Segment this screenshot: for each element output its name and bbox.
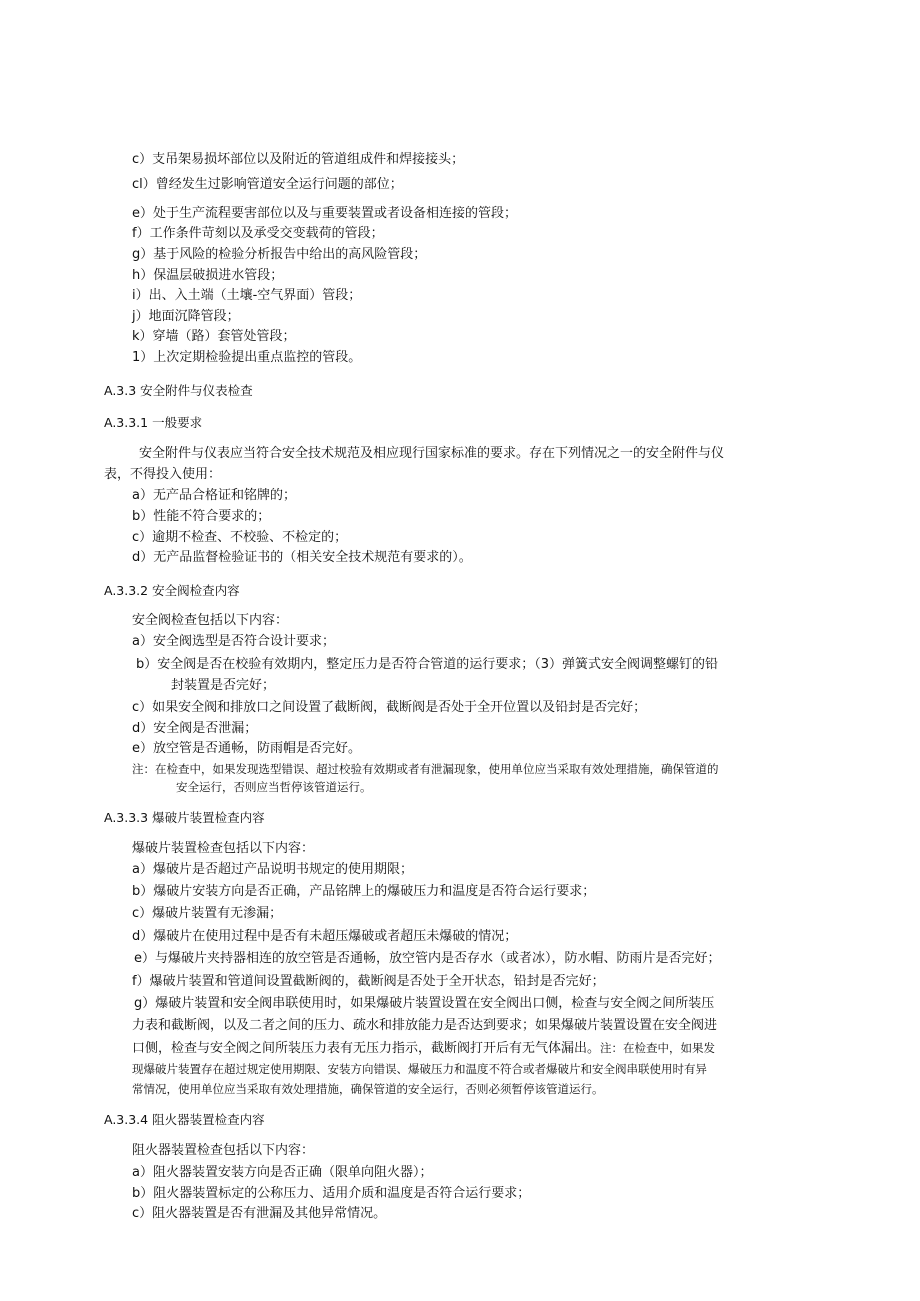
note-text: 注：在检查中，如果发 [600,1041,716,1055]
section-heading: A.3.3 安全附件与仪表检查 [104,383,253,398]
list-item: g）爆破片装置和安全阀串联使用时，如果爆破片装置设置在安全阀出口侧，检查与安全阀之间所装压 [134,996,715,1011]
list-item: a）无产品合格证和铭牌的； [132,488,296,503]
paragraph-line: 表，不得投入使用： [104,467,222,482]
list-item: g）基于风险的检验分析报告中给出的高风险管段； [132,247,427,262]
list-item-continuation: 力表和截断阀，以及二者之间的压力、疏水和排放能力是否达到要求；如果爆破片装置设置在安全阀进 [132,1018,718,1033]
note-line: 现爆破片装置存在超过规定使用期限、安装方向错误、爆破压力和温度不符合或者爆破片和安全阀串联使用时有异 [132,1062,707,1076]
list-item: a）爆破片是否超过产品说明书规定的使用期限； [132,862,413,877]
subsection-heading: A.3.3.3 爆破片装置检查内容 [104,810,265,825]
list-item: d）安全阀是否泄漏； [132,721,258,736]
note-line: 常情况，使用单位应当采取有效处理措施，确保管道的安全运行，否则必须暂停该管道运行。 [132,1082,604,1096]
list-item: d）爆破片在使用过程中是否有未超压爆破或者超压未爆破的情况； [132,929,518,944]
list-item-continuation: 封装置是否完好； [171,678,276,693]
list-item-text: 口侧，检查与安全阀之间所装压力表有无压力指示，截断阀打开后有无气体漏出。 [132,1041,601,1056]
list-item: e）与爆破片夹持器相连的放空管是否通畅，放空管内是否存水（或者冰），防水帽、防雨片是否完好； [134,951,721,966]
list-item: b）阻火器装置标定的公称压力、适用介质和温度是否符合运行要求； [132,1186,531,1201]
list-item: a）安全阀选型是否符合设计要求； [132,634,335,649]
paragraph-line: 安全阀检查包括以下内容： [132,613,289,628]
list-item: c）如果安全阀和排放口之间设置了截断阀，截断阀是否处于全开位置以及铅封是否完好； [132,700,647,715]
list-item: a）阻火器装置安装方向是否正确（限单向阻火器）； [132,1165,433,1180]
list-item: c）逾期不检查、不校验、不检定的； [132,530,348,545]
list-item: f）工作条件苛刻以及承受交变载荷的管段； [132,226,384,241]
list-item: e）处于生产流程要害部位以及与重要装置或者设备相连接的管段； [132,206,517,221]
subsection-heading: A.3.3.4 阻火器装置检查内容 [104,1112,265,1127]
list-item: b）性能不符合要求的； [132,509,271,524]
list-item: 1）上次定期检验提出重点监控的管段。 [132,350,362,365]
note-line: 注：在检查中，如果发现选型错误、超过校验有效期或者有泄漏现象，使用单位应当采取有效处理措施，确保管道的 [132,762,719,776]
paragraph-line: 阻火器装置检查包括以下内容： [132,1143,315,1158]
list-item: h）保温层破损进水管段； [132,268,284,283]
list-item: c）爆破片装置有无渗漏； [132,906,283,921]
list-item-continuation [132,1040,715,1057]
list-item: c）阻火器装置是否有泄漏及其他异常情况。 [132,1206,387,1221]
list-item: e）放空管是否通畅，防雨帽是否完好。 [132,741,361,756]
list-item: b）安全阀是否在校验有效期内，整定压力是否符合管道的运行要求；（3）弹簧式安全阀调整螺钉的铅 [136,657,719,672]
paragraph-line: 爆破片装置检查包括以下内容： [132,841,315,856]
list-item: k）穿墙（路）套管处管段； [132,329,296,344]
subsection-heading: A.3.3.1 一般要求 [104,415,203,430]
list-item: c）支吊架易损坏部位以及附近的管道组成件和焊接接头； [132,152,465,167]
list-item: cl）曾经发生过影响管道安全运行问题的部位； [132,177,403,192]
list-item: i）出、入土端（土壤-空气界面）管段； [132,288,362,303]
list-item: d）无产品监督检验证书的（相关安全技术规范有要求的）。 [132,550,472,565]
paragraph-line: 安全附件与仪表应当符合安全技术规范及相应现行国家标准的要求。存在下列情况之一的安全附件与仪 [139,446,725,461]
subsection-heading: A.3.3.2 安全阀检查内容 [104,583,240,598]
list-item: f）爆破片装置和管道间设置截断阀的，截断阀是否处于全开状态，铅封是否完好； [132,974,605,989]
note-line: 安全运行，否则应当哲停该管道运行。 [176,780,372,794]
list-item: j）地面沉降管段； [132,309,240,324]
list-item: b）爆破片安装方向是否正确，产品铭牌上的爆破压力和温度是否符合运行要求； [132,884,596,899]
